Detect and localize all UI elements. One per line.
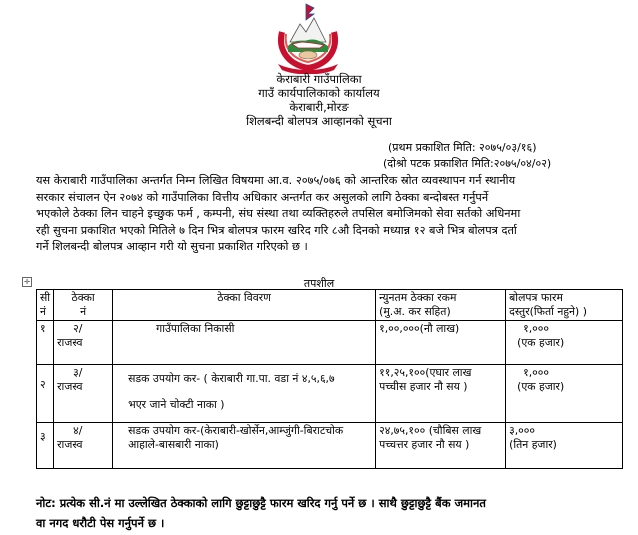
row-sn: १ bbox=[37, 321, 54, 365]
body-line: गर्ने शिलबन्दी बोलपत्र आव्हान गरी यो सुचना प्रकाशित गरिएको छ । bbox=[36, 240, 308, 253]
row-form-fee: १,००० (एक हजार) bbox=[506, 365, 623, 423]
move-handle-icon[interactable]: ✛ bbox=[22, 277, 32, 287]
row-form-fee: ३,००० (तिन हजार) bbox=[506, 423, 623, 469]
table-row bbox=[37, 365, 623, 423]
note-line: नोट: प्रत्येक सी.नं मा उल्लेखित ठेक्काको लागि छुट्टाछुट्टै फारम खरिद गर्नु पर्ने छ । साथै छुट्टाछुट्टै बैंक जमानत bbox=[36, 496, 486, 510]
row-min-amount: १,००,०००(नौ लाख) bbox=[376, 321, 506, 365]
table-row bbox=[37, 423, 623, 469]
note-line: वा नगद धरौटी पेस गर्नुपर्ने छ । bbox=[36, 516, 165, 530]
first-publication-date: (प्रथम प्रकाशित मिति: २०७५/०३/१६) bbox=[388, 141, 537, 154]
row-description: सडक उपयोग कर-(केराबारी-खोर्सेन,आम्जुंगी-बिराटचोक आहाले-बासबारी नाका) bbox=[113, 423, 376, 469]
header-contract-no: ठेक्का नं bbox=[54, 290, 113, 321]
row-description: गाउँपालिका निकासी bbox=[113, 321, 376, 365]
office-address: केराबारी,मोरङ bbox=[289, 100, 349, 114]
office-name: केराबारी गाउँपालिका bbox=[276, 72, 362, 86]
header-description: ठेक्का विवरण bbox=[113, 290, 376, 321]
table-caption: तपशील bbox=[303, 277, 335, 290]
notice-title: शिलबन्दी बोलपत्र आव्हानको सूचना bbox=[246, 114, 392, 128]
body-line: रही सुचना प्रकाशित भएको मितिले ७ दिन भित्र बोलपत्र फारम खरिद गरि ८औ दिनको मध्यान्न १२ बजे भित्र बोलपत्र दर्ता bbox=[36, 223, 517, 237]
row-sn: २ bbox=[37, 365, 54, 423]
footnote bbox=[36, 493, 632, 533]
row-form-fee: १,००० (एक हजार) bbox=[506, 321, 623, 365]
body-line: सरकार संचालन ऐन २०७४ को गाउँपालिका वित्तीय अधिकार अन्तर्गत कर असुलको लागि ठेक्का बन्दोबस्त गर्नुपर्ने bbox=[36, 190, 489, 204]
row-min-amount: २४,७५,१०० (चौबिस लाख पच्चत्तर हजार नौ सय ) bbox=[376, 423, 506, 469]
notice-body bbox=[36, 173, 626, 256]
body-line: भएकोले ठेक्का लिन चाहने इच्छुक फर्म , कम्पनी, संघ संस्था तथा व्यक्तिहरुले तपसिल बमोजिमको सेवा सर्तको अधिनमा bbox=[36, 207, 521, 220]
row-description: सडक उपयोग कर- ( केराबारी गा.पा. वडा नं ४,५,६,७ भएर जाने चोक्टी नाका ) bbox=[113, 365, 376, 423]
row-min-amount: ११,२५,१००(एघार लाख पच्चीस हजार नौ सय ) bbox=[376, 365, 506, 423]
header-sn: सी नं bbox=[37, 290, 54, 321]
row-contract-no: ४/ राजस्व bbox=[54, 423, 113, 469]
header-min-amount: न्युनतम ठेक्का रकम (मु.अ. कर सहित) bbox=[376, 290, 506, 321]
second-publication-date: (दोश्रो पटक प्रकाशित मिति:२०७५/०४/०२) bbox=[383, 157, 552, 170]
row-contract-no: २/ राजस्व bbox=[54, 321, 113, 365]
table-row bbox=[37, 321, 623, 365]
row-contract-no: ३/ राजस्व bbox=[54, 365, 113, 423]
body-line: यस केराबारी गाउँपालिका अन्तर्गत निम्न लिखित विषयमा आ.व. २०७५/०७६ को आन्तरिक स्रोत व्यवस्थापन गर्न स्थानीय bbox=[36, 174, 516, 187]
header-form-fee: बोलपत्र फारम दस्तुर(फिर्ता नहुने) ) bbox=[506, 290, 623, 321]
contract-table bbox=[36, 289, 623, 469]
office-subtitle: गाउँ कार्यपालिकाको कार्यालय bbox=[258, 86, 380, 100]
table-header-row bbox=[37, 290, 623, 321]
nepal-emblem-icon bbox=[268, 2, 348, 74]
row-sn: ३ bbox=[37, 423, 54, 469]
